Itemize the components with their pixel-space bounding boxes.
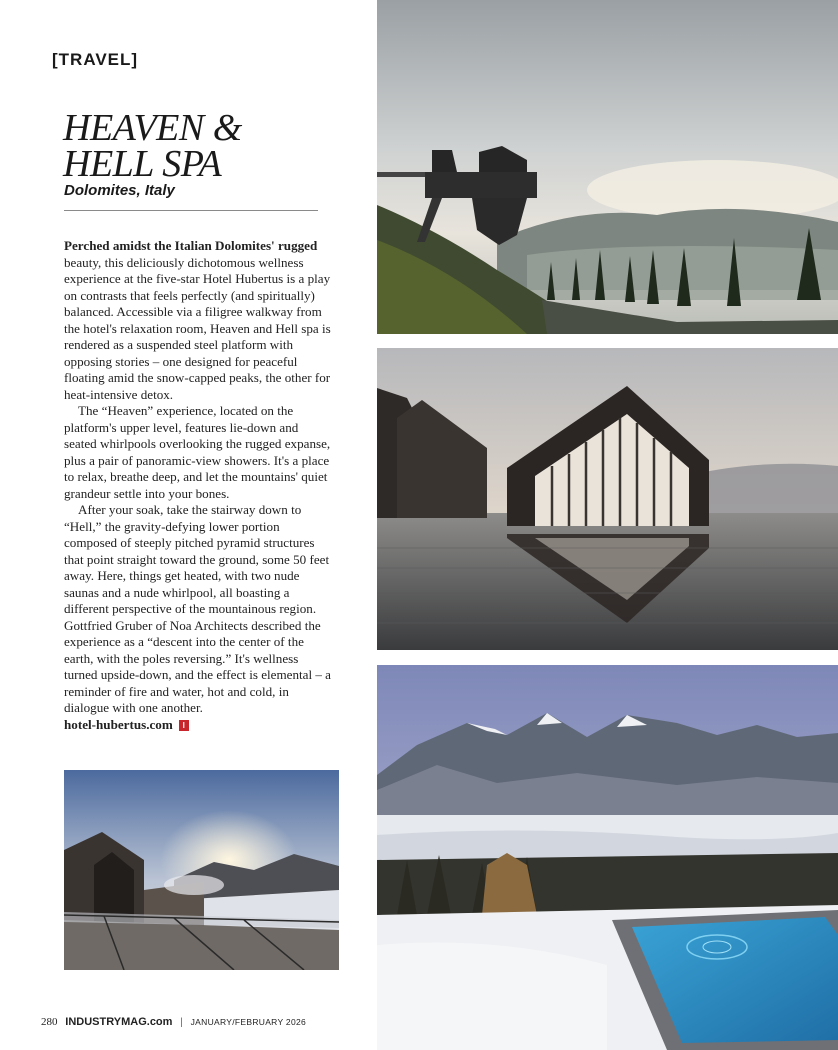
end-of-story-mark: I [179,720,189,731]
lead-in: Perched amidst the Italian Dolomites' rugged [64,238,318,253]
website-link[interactable]: hotel-hubertus.com [64,716,173,732]
title-line-1: HEAVEN & [63,107,242,149]
article-body [64,238,334,733]
magazine-brand: INDUSTRYMAG.com [65,1016,173,1028]
footer-separator: | [180,1017,183,1028]
title-line-2: HELL SPA [63,143,222,185]
title-divider [64,210,318,211]
section-tag: [TRAVEL] [52,50,139,69]
page-footer [41,1016,306,1028]
paragraph-2: The “Heaven” experience, located on the platform's upper level, features lie-down and seated whirlpools overlooking the rugged expanse, plus a pair of panoramic-view showers. It's a place to relax, breathe deep, and let the mountains' quiet grandeur settle into your bones. [64,403,331,501]
paragraph-1 [64,238,334,403]
photo-infinity-pool-reflection [377,348,838,650]
page-number: 280 [41,1016,58,1028]
paragraph-3: After your soak, take the stairway down to “Hell,” the gravity-defying lower portion composed of steeply pitched pyramid structures that point straight toward the ground, some 50 feet away. Here, things get heated, with two nude saunas and a nude whirlpool, all boasting a different perspective of the mountainous region. Gottfried Gruber of Noa Architects described the experience as a “descent into the center of the earth, with the poles reversing.” It's wellness turned upside-down, and the effect is elemental – a reminder of fire and water, hot and cold, in dialogue with one another. [64,502,331,715]
website-line [64,717,334,734]
issue-date: JANUARY/FEBRUARY 2026 [190,1017,307,1027]
photo-sunset-terrace [64,770,339,970]
article-title [63,107,363,185]
photo-spa-platform [377,0,838,334]
paragraph-1-text: beauty, this deliciously dichotomous wellness experience at the five-star Hotel Hubertus is a play on contrasts that feels perfectly (and spiritually) balanced. Accessible via a filigree walkway from the hotel's relaxation room, Heaven and Hell spa is rendered as a suspended steel platform with opposing stories – one designed for peaceful floating amid the snow-capped peaks, the other for heat-intensive detox. [64,254,331,402]
photo-snowy-valley-pool [377,665,838,1050]
article-location: Dolomites, Italy [64,182,175,199]
